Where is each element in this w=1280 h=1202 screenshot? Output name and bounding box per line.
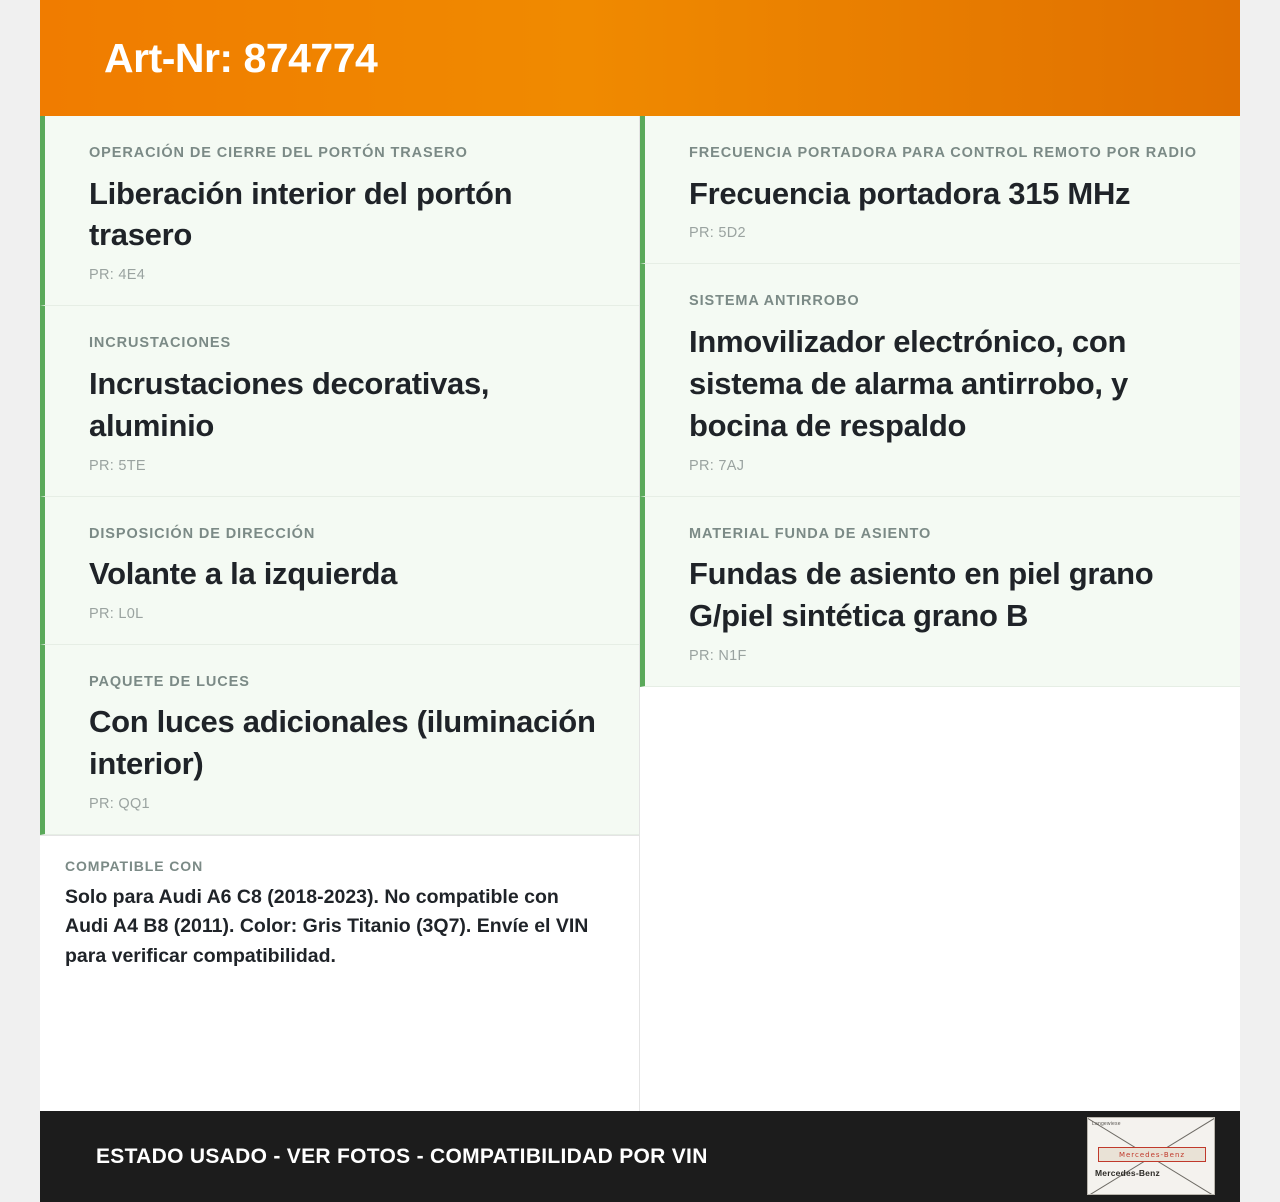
feature-pr-code: PR: L0L — [89, 605, 144, 622]
stamp-band-text: Mercedes-Benz — [1098, 1147, 1206, 1162]
feature-value: Con luces adicionales (iluminación interior) — [89, 704, 596, 782]
page-title: Art-Nr: 874774 — [104, 34, 378, 81]
feature-value: Inmovilizador electrónico, con sistema de alarma antirrobo, y bocina de respaldo — [689, 323, 1128, 443]
feature-pr-code: PR: QQ1 — [89, 796, 150, 813]
feature-value: Fundas de asiento en piel grano G/piel sintética grano B — [689, 556, 1154, 633]
header-banner — [40, 0, 1240, 116]
left-column — [40, 116, 640, 1111]
feature-label: OPERACIÓN DE CIERRE DEL PORTÓN TRASERO — [89, 145, 468, 161]
feature-pr-code: PR: 4E4 — [89, 267, 146, 284]
right-column — [640, 116, 1240, 1111]
compatibility-label: COMPATIBLE CON — [65, 858, 204, 875]
feature-item — [640, 264, 1240, 496]
feature-label: INCRUSTACIONES — [89, 335, 232, 352]
feature-item — [640, 116, 1240, 264]
feature-pr-code: PR: N1F — [689, 647, 747, 664]
compatibility-text: Solo para Audi A6 C8 (2018-2023). No compatible con Audi A4 B8 (2011). Color: Gris Titanio (3Q7). Envíe el VIN para verificar compatibilidad. — [65, 886, 589, 967]
feature-value: Volante a la izquierda — [89, 556, 398, 592]
feature-label: DISPOSICIÓN DE DIRECCIÓN — [89, 525, 316, 542]
spec-columns — [40, 116, 1240, 1111]
stamp-top-text: Langewiese — [1092, 1121, 1121, 1127]
right-column-filler — [640, 687, 1240, 1111]
envelope-stamp-icon — [1087, 1117, 1215, 1195]
feature-label: PAQUETE DE LUCES — [89, 673, 250, 690]
feature-label: MATERIAL FUNDA DE ASIENTO — [689, 525, 932, 542]
feature-item — [640, 497, 1240, 687]
feature-label: SISTEMA ANTIRROBO — [689, 293, 860, 310]
feature-item — [40, 645, 639, 835]
stamp-brand-text: Mercedes-Benz — [1095, 1168, 1160, 1178]
feature-value: Liberación interior del portón trasero — [89, 175, 513, 253]
footer-banner — [40, 1111, 1240, 1202]
left-column-filler — [40, 997, 639, 1111]
feature-item — [40, 306, 639, 496]
feature-item — [40, 116, 639, 306]
footer-text: ESTADO USADO - VER FOTOS - COMPATIBILIDAD POR VIN — [96, 1144, 708, 1168]
feature-label: FRECUENCIA PORTADORA PARA CONTROL REMOTO POR RADIO — [689, 145, 1197, 161]
feature-pr-code: PR: 5D2 — [689, 225, 746, 242]
feature-pr-code: PR: 7AJ — [689, 457, 745, 474]
feature-pr-code: PR: 5TE — [89, 457, 146, 474]
feature-value: Frecuencia portadora 315 MHz — [689, 175, 1131, 211]
feature-value: Incrustaciones decorativas, aluminio — [89, 365, 490, 443]
feature-item — [40, 497, 639, 645]
compatibility-note — [40, 835, 639, 997]
